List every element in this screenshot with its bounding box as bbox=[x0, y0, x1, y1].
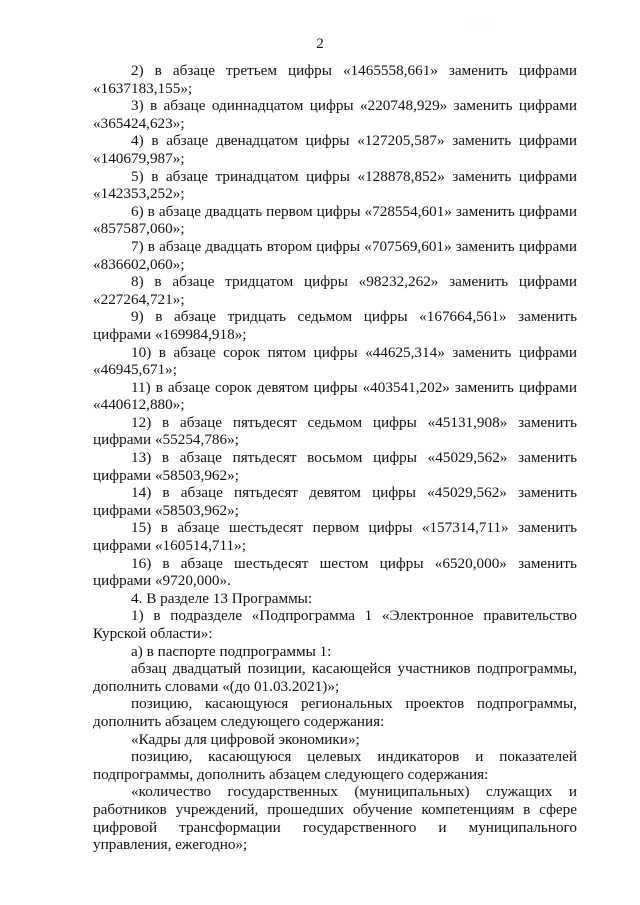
page-number: 2 bbox=[316, 36, 324, 52]
paragraph: позицию, касающуюся целевых индикаторов и показателей подпрограммы, дополнить абзацем следующего содержания: bbox=[93, 748, 577, 783]
paragraph: 14) в абзаце пятьдесят девятом цифры «45029,562» заменить цифрами «58503,962»; bbox=[93, 484, 577, 519]
paragraph: 13) в абзаце пятьдесят восьмом цифры «45029,562» заменить цифрами «58503,962»; bbox=[93, 449, 577, 484]
paragraph: 1) в подразделе «Подпрограмма 1 «Электронное правительство Курской области»: bbox=[93, 607, 577, 642]
paragraph: 3) в абзаце одиннадцатом цифры «220748,929» заменить цифрами «365424,623»; bbox=[93, 97, 577, 132]
paragraph: 10) в абзаце сорок пятом цифры «44625,314» заменить цифрами «46945,671»; bbox=[93, 343, 577, 379]
paragraph: 15) в абзаце шестьдесят первом цифры «157314,711» заменить цифрами «160514,711»; bbox=[93, 519, 577, 555]
paragraph: 7) в абзаце двадцать втором цифры «707569,601» заменить цифрами «836602,060»; bbox=[93, 237, 577, 273]
section-heading: 4. В разделе 13 Программы: bbox=[131, 589, 313, 607]
paragraph: «Кадры для цифровой экономики»; bbox=[131, 730, 360, 748]
paragraph: абзац двадцатый позиции, касающейся участников подпрограммы, дополнить словами «(до 01.03.2021)»; bbox=[93, 660, 577, 695]
paragraph: а) в паспорте подпрограммы 1: bbox=[131, 642, 332, 660]
paragraph: 16) в абзаце шестьдесят шестом цифры «6520,000» заменить цифрами «9720,000». bbox=[93, 554, 577, 590]
paragraph: «количество государственных (муниципальных) служащих и работников учреждений, прошедших обучение компетенциям в сфере цифровой трансформации государственного и муниципального управления, ежегодно»; bbox=[93, 783, 577, 854]
document-body bbox=[93, 62, 577, 854]
paragraph: 11) в абзаце сорок девятом цифры «403541,202» заменить цифрами «440612,880»; bbox=[93, 378, 577, 414]
paragraph: 2) в абзаце третьем цифры «1465558,661» заменить цифрами «1637183,155»; bbox=[93, 62, 577, 97]
paragraph: 9) в абзаце тридцать седьмом цифры «167664,561» заменить цифрами «169984,918»; bbox=[93, 308, 577, 343]
paragraph: 4) в абзаце двенадцатом цифры «127205,587» заменить цифрами «140679,987»; bbox=[93, 132, 577, 167]
paragraph: 6) в абзаце двадцать первом цифры «728554,601» заменить цифрами «857587,060»; bbox=[93, 202, 577, 238]
scan-speck: · · · · bbox=[468, 20, 499, 29]
paragraph: 8) в абзаце тридцатом цифры «98232,262» заменить цифрами «227264,721»; bbox=[93, 273, 577, 308]
paragraph: 5) в абзаце тринадцатом цифры «128878,852» заменить цифрами «142353,252»; bbox=[93, 167, 577, 203]
paragraph: 12) в абзаце пятьдесят седьмом цифры «45131,908» заменить цифрами «55254,786»; bbox=[93, 413, 577, 449]
paragraph: позицию, касающуюся региональных проектов подпрограммы, дополнить абзацем следующего содержания: bbox=[93, 695, 577, 730]
